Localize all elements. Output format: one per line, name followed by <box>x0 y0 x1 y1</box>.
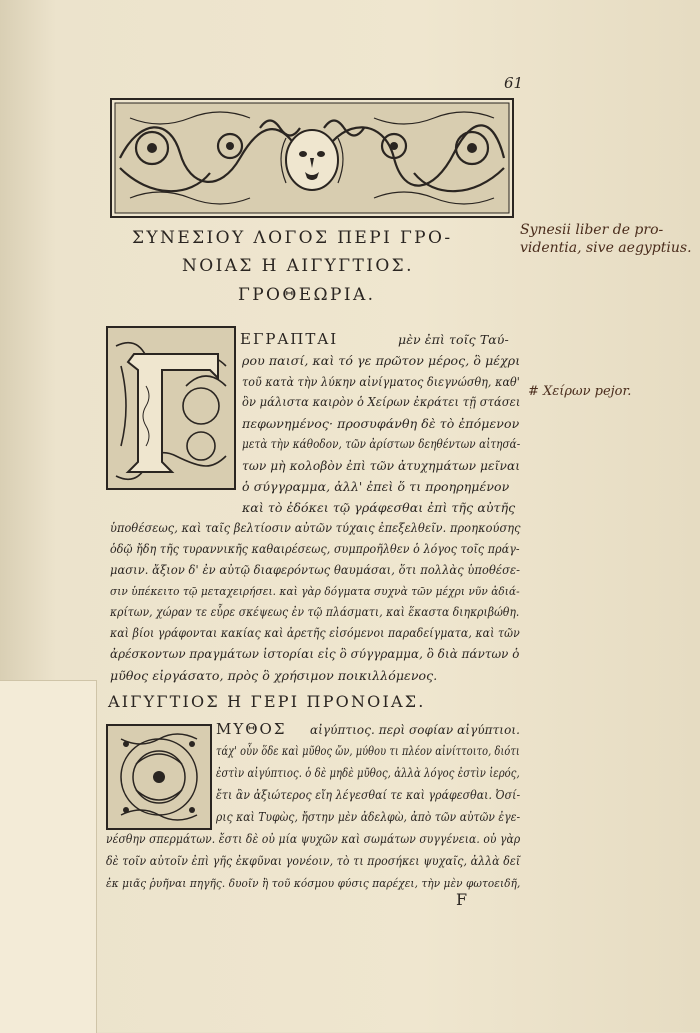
margin-note-title <box>520 222 692 256</box>
signature-mark: F <box>456 890 468 909</box>
text-line: ἐστὶν αἰγύπτιος. ὁ δὲ μηδὲ μῦθος, ἀλλὰ λόγος ἐστὶν ἱερός, <box>216 766 520 780</box>
text-line: ρις καὶ Τυφὼς, ἤστην μὲν ἀδελφὼ, ἀπὸ τῶν αὐτῶν ἐγε- <box>216 810 521 824</box>
subtitle: ΓΡΟΘΕΩΡΙΑ. <box>238 285 376 305</box>
text-line: καὶ βίοι γράφονται κακίας καὶ ἀρετῆς εἰσόμενοι παραδείγματα, καὶ τῶν <box>110 626 520 640</box>
page-number: 61 <box>504 74 524 92</box>
text-line: σιν ὑπέκειτο τῷ μεταχειρήσει. καὶ γὰρ δόγματα συχνὰ τῶν μέχρι νῦν ἀδιά- <box>110 584 520 598</box>
section-first-word: ΜΥΘΟΣ <box>216 720 287 738</box>
paper-slip <box>0 680 97 1033</box>
text-line: δὲ τοῖν αὐτοῖν ἐπὶ γῆς ἐκφῦναι γονέοιν, τὸ τι προσήκει ψυχαῖς, ἀλλὰ δεῖ <box>106 854 521 868</box>
text-line: ὁδῷ ἤδη τῆς τυραννικῆς καθαιρέσεως, συμπροῆλθεν ὁ λόγος τοῖς πράγ- <box>110 542 520 556</box>
text-line: ὁ σύγγραμμα, ἀλλ' ἐπεὶ ὅ τι προηρημένον <box>242 479 510 494</box>
margin-note-line: Synesii liber de pro- <box>520 222 664 238</box>
text-line: ἔτι ἂν ἀξιώτερος εἴη λέγεσθαί τε καὶ γράφεσθαι. Ὀσί- <box>216 788 521 802</box>
section-heading: ΑΙΓΥΓΤΙΟΣ Η ΓΕΡΙ ΠΡΟΝΟΙΑΣ. <box>108 692 426 711</box>
decorated-initial-gamma <box>106 326 236 490</box>
text-line: μῦθος εἰργάσατο, πρὸς ὃ χρήσιμον ποικιλλόμενος. <box>110 668 438 683</box>
title-line-1: ΣΥΝΕΣΙΟΥ ΛΟΓΟΣ ΠΕΡΙ ΓΡΟ- <box>132 228 453 248</box>
ornamental-headpiece <box>110 98 514 218</box>
text-line: των μὴ κολοβὸν ἐπὶ τῶν ἀτυχημάτων μεῖναι <box>242 458 521 473</box>
text-line: ἐκ μιᾶς ῥυῆναι πηγῆς. δυοῖν ἢ τοῦ κόσμου φύσις παρέχει, τὴν μὲν φωτοειδῆ, <box>106 876 521 890</box>
margin-note-line: videntia, sive aegyptius. <box>520 240 692 256</box>
text-line: ρου παισί, καὶ τό γε πρῶτον μέρος, ὃ μέχρι <box>242 353 521 368</box>
text-line: καὶ τὸ ἐδόκει τῷ γράφεσθαι ἐπὶ τῆς αὐτῆς <box>242 500 516 515</box>
margin-note-correction: # Χείρων pejor. <box>528 384 632 399</box>
text-line: τάχ' οὖν ὅδε καὶ μῦθος ὤν, μύθου τι πλέον αἰνίττοιτο, διότι <box>216 744 520 758</box>
text-line: τοῦ κατὰ τὴν λύκην αἰνίγματος διεγνώσθη, καθ' <box>242 374 520 389</box>
text-line: μετὰ τὴν κάθοδον, τῶν ἀρίστων δεηθέντων αἰτησά- <box>242 437 521 451</box>
text-line: ὃν μάλιστα καιρὸν ὁ Χείρων ἐκράτει τῇ στάσει <box>242 395 521 409</box>
text-line: ὑποθέσεως, καὶ ταῖς βελτίοσιν αὐτῶν τύχαις ἐπεξελθεῖν. προηκούσης <box>110 521 521 535</box>
text-line: νέσθην σπερμάτων. ἔστι δὲ οὐ μία ψυχῶν καὶ σωμάτων συγγένεια. οὐ γὰρ <box>106 832 521 846</box>
text-line: μὲν ἐπὶ τοῖς Ταύ- <box>398 332 509 347</box>
text-line: μασιν. ἄξιον δ' ἐν αὐτῷ διαφερόντως θαυμάσαι, ὅτι πολλὰς ὑποθέσε- <box>110 563 521 577</box>
preface-first-word: ΕΓΡΑΠΤΑΙ <box>240 330 339 348</box>
decorated-initial-mu <box>106 724 212 830</box>
text-line: πεφωνημένος· προσυφάνθη δὲ τὸ ἐπόμενον <box>242 416 520 431</box>
text-line: αἰγύπτιος. περὶ σοφίαν αἰγύπτιοι. <box>310 722 521 737</box>
text-line: ἀρέσκοντων πραγμάτων ἱστορίαι εἰς ὃ σύγγραμμα, ὃ διὰ πάντων ὁ <box>110 647 520 661</box>
title-line-2: ΝΟΙΑΣ Η ΑΙΓΥΓΤΙΟΣ. <box>182 256 414 276</box>
text-line: κρίτων, χώραν τε εὗρε σκέψεως ἐν τῷ πλάσματι, καὶ ἕκαστα διηκριβώθη. <box>110 605 520 619</box>
